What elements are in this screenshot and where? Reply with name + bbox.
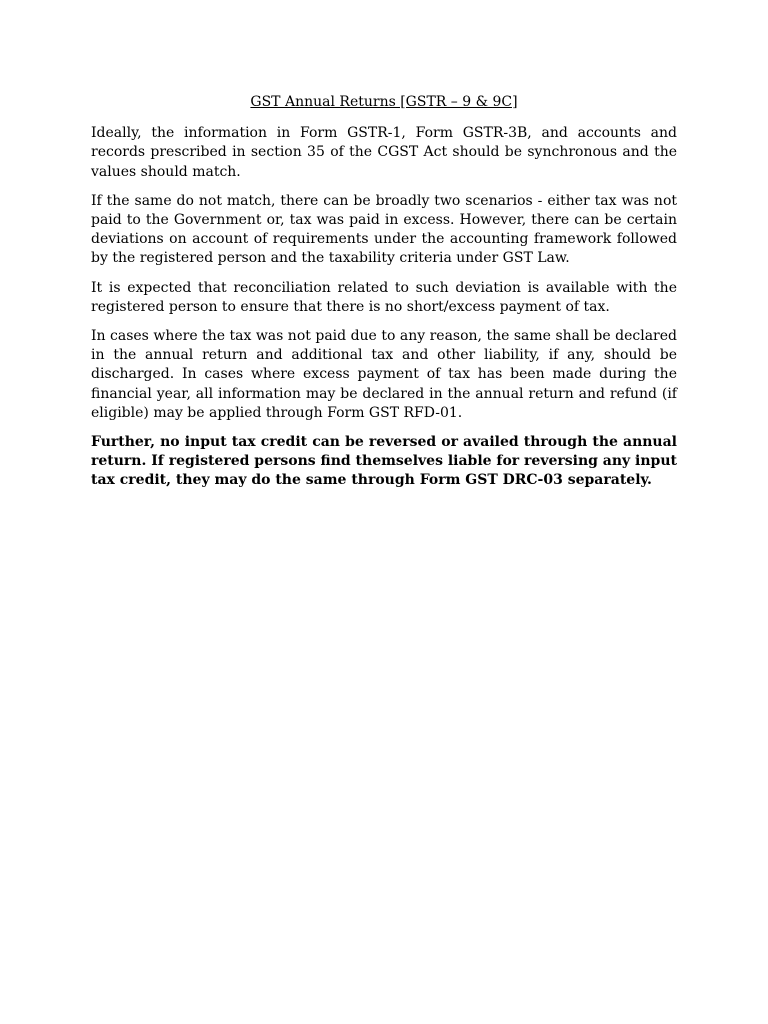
paragraph-reconciliation: It is expected that reconciliation related to such deviation is available with the registered person to ensure that there is no short/excess payment of tax.: [91, 279, 677, 315]
document-page: [91, 93, 677, 501]
paragraph-mismatch-scenarios: If the same do not match, there can be broadly two scenarios - either tax was not paid to the Government or, tax was paid in excess. However, there can be certain deviations on account of requirements under the accounting framework followed by the registered person and the taxability criteria under GST Law.: [91, 192, 677, 267]
paragraph-tax-declaration: In cases where the tax was not paid due to any reason, the same shall be declared in the annual return and additional tax and other liability, if any, should be discharged. In cases where excess payment of tax has been made during the financial year, all information may be declared in the annual return and refund (if eligible) may be applied through Form GST RFD-01.: [91, 328, 677, 421]
paragraph-synchronous-values: Ideally, the information in Form GSTR-1, Form GSTR-3B, and accounts and records prescribed in section 35 of the CGST Act should be synchronous and the values should match.: [91, 125, 677, 180]
document-title: GST Annual Returns [GSTR – 9 & 9C]: [250, 94, 518, 110]
paragraph-input-tax-credit: Further, no input tax credit can be reversed or availed through the annual return. If registered persons find themselves liable for reversing any input tax credit, they may do the same through Form GST DRC-03 separately.: [91, 434, 677, 489]
